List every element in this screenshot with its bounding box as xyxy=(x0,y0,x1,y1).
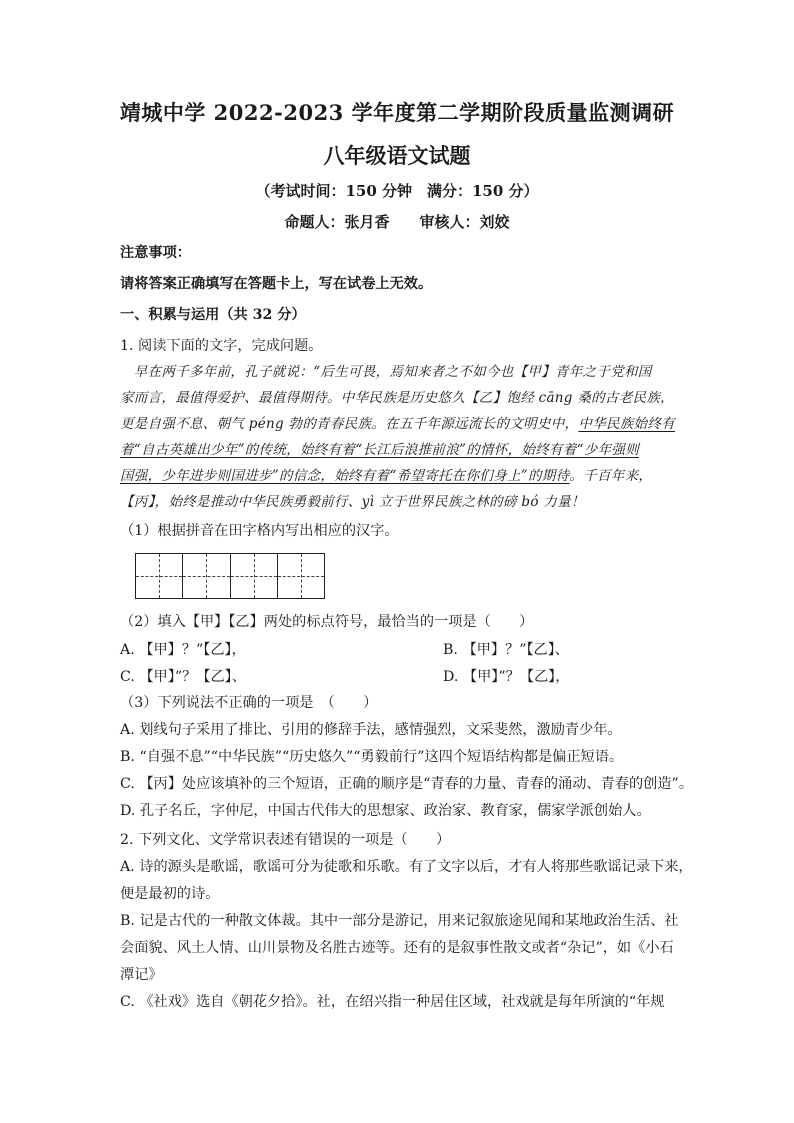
passage-line: 早在两千多年前，孔子就说：“后生可畏，焉知来者之不如今也【甲】青年之于党和国 xyxy=(120,364,652,380)
tianzige-cell[interactable] xyxy=(278,554,324,598)
q1-sub2: （2）填入【甲】【乙】两处的标点符号，最恰当的一项是（ ） xyxy=(120,614,534,630)
option-b-cont: 会面貌、风土人情、山川景物及名胜古迹等。还有的是叙事性散文或者“杂记”，如《小石 xyxy=(120,940,674,956)
exam-info: （考试时间：150 分钟 满分：150 分） xyxy=(255,182,539,200)
tianzige-grid[interactable] xyxy=(135,553,325,599)
passage-line xyxy=(120,414,680,434)
passage-text: 更是自强不息、朝气 péng 勃的青春民族。在五千年源远流长的文明史中， xyxy=(120,416,579,432)
option-b: B. 【甲】？”【乙】、 xyxy=(443,642,569,658)
option-a: A. 诗的源头是歌谣，歌谣可分为徒歌和乐歌。有了文字以后，才有人将那些歌谣记录下来， xyxy=(120,859,693,875)
notice-text: 请将答案正确填写在答题卡上，写在试卷上无效。 xyxy=(120,276,433,292)
option-a: A. 划线句子采用了排比、引用的修辞手法，感情强烈，文采斐然，激励青少年。 xyxy=(120,722,622,738)
q1-sub3: （3）下列说法不正确的一项是 （ ） xyxy=(120,695,378,711)
option-d: D. 【甲】”？【乙】， xyxy=(443,669,570,685)
option-b: B. “自强不息”“中华民族”“历史悠久”“勇毅前行”这四个短语结构都是偏正短语。 xyxy=(120,749,624,765)
q2-stem: 2. 下列文化、文学常识表述有错误的一项是（ ） xyxy=(120,832,451,848)
passage-line: 【丙】，始终是推动中华民族勇毅前行、yì 立于世界民族之林的磅 bó 力量！ xyxy=(120,494,585,510)
option-b-cont: 潭记》 xyxy=(120,967,163,983)
passage-text: 。千百年来， xyxy=(569,468,653,484)
underlined-sentence: 国强，少年进步则国进步”的信念，始终有着“希望寄托在你们身上”的期待 xyxy=(120,468,570,484)
underlined-sentence: 着“自古英雄出少年”的传统，始终有着“长江后浪推前浪”的情怀，始终有着“少年强则 xyxy=(120,442,640,458)
section-heading: 一、积累与运用（共 32 分） xyxy=(120,307,306,323)
option-b: B. 记是古代的一种散文体裁。其中一部分是游记，用来记叙旅途见闻和某地政治生活、社 xyxy=(120,913,679,929)
option-c: C. 《社戏》选自《朝花夕拾》。社，在绍兴指一种居住区域，社戏就是每年所演的“年规 xyxy=(120,994,665,1010)
exam-authors: 命题人：张月香 审核人：刘姣 xyxy=(284,213,510,231)
option-c: C. 【丙】处应该填补的三个短语，正确的顺序是“青春的力量、青春的涌动、青春的创造”。 xyxy=(120,776,694,792)
tianzige-cell[interactable] xyxy=(231,554,278,598)
option-d: D. 孔子名丘，字仲尼，中国古代伟大的思想家、政治家、教育家，儒家学派创始人。 xyxy=(120,803,651,819)
exam-subtitle: 八年级语文试题 xyxy=(323,143,471,168)
tianzige-cell[interactable] xyxy=(183,554,230,598)
option-c: C. 【甲】”？【乙】、 xyxy=(120,669,246,685)
option-a-cont: 便是最初的诗。 xyxy=(120,886,220,902)
notice-heading: 注意事项： xyxy=(120,245,191,261)
passage-line: 家而言，最值得爱护、最值得期待。中华民族是历史悠久【乙】饱经 cāng 桑的古老民族， xyxy=(120,390,674,406)
underlined-sentence: 中华民族始终有 xyxy=(578,416,675,432)
exam-title: 靖城中学 2022-2023 学年度第二学期阶段质量监测调研 xyxy=(119,100,675,125)
tianzige-cell[interactable] xyxy=(136,554,183,598)
q1-stem: 1. 阅读下面的文字，完成问题。 xyxy=(120,338,323,354)
passage-line xyxy=(120,466,680,486)
q1-sub1: （1）根据拼音在田字格内写出相应的汉字。 xyxy=(120,523,399,539)
option-a: A. 【甲】？”【乙】， xyxy=(120,642,246,658)
